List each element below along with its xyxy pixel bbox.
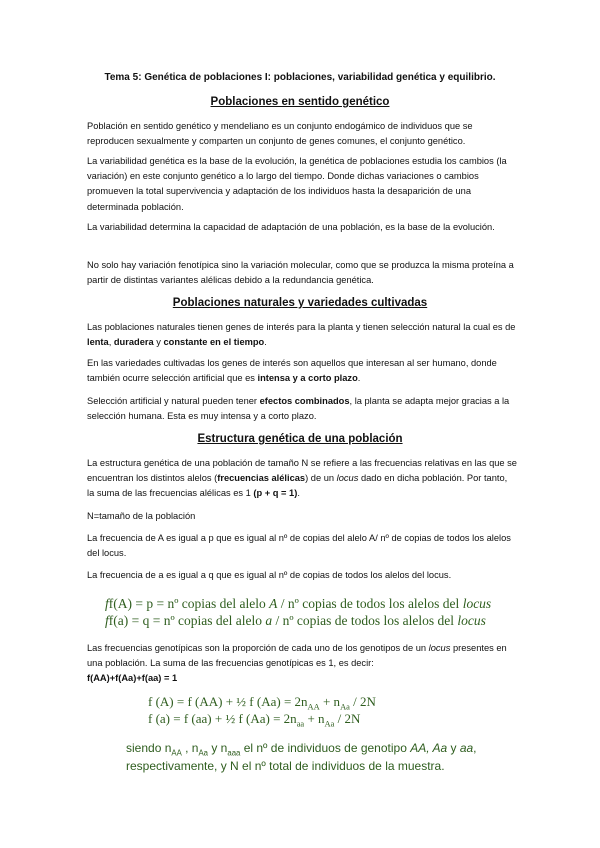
text-span: presentes en una población. La suma de las frecuencias genotípicas es 1, es decir: xyxy=(87,643,507,669)
paragraph-variedades-cultivadas xyxy=(87,356,517,386)
bold-intensa: intensa y a corto plazo xyxy=(257,373,358,384)
text-span: ) de un xyxy=(305,473,337,484)
text-span: La estructura genética de una población de tamaño N se refiere a las frecuencias relativas en las que se encuentran los distintos alelos ( xyxy=(87,458,517,484)
formula-frecuencia-a xyxy=(105,612,486,629)
paragraph-capacidad-adaptacion: La variabilidad determina la capacidad de adaptación de una población, es la base de la evolución. xyxy=(87,222,495,232)
text-span: . xyxy=(357,373,361,384)
text-span: / nº copias de todos los alelos del xyxy=(277,596,463,611)
italic-locus: locus xyxy=(457,613,486,628)
paragraph-suma-genotipicas: f(AA)+f(Aa)+f(aa) = 1 xyxy=(87,673,178,683)
text-span: , n xyxy=(181,741,199,755)
bold-duradera: duradera xyxy=(113,337,154,348)
text-span: y n xyxy=(208,741,228,755)
text-span: dado en dicha población. Por tanto, la suma de las frecuencias alélicas es 1 xyxy=(87,473,508,499)
paragraph-frecuencia-A: La frecuencia de A es igual a p que es igual al nº de copias del alelo A/ nº de copias de todos los alelos del locus. xyxy=(87,533,511,559)
bold-lenta: lenta xyxy=(87,337,109,348)
paragraph-efectos-combinados xyxy=(87,394,517,424)
subscript: AA xyxy=(307,701,320,712)
text-span: f (a) = f (aa) + ½ f (Aa) = 2n xyxy=(148,711,297,726)
text-span: . xyxy=(297,488,300,499)
text-span: + n xyxy=(319,694,341,709)
note-genotypes-line2: respectivamente, y N el nº total de individuos de la muestra. xyxy=(126,759,445,773)
heading-poblaciones-naturales: Poblaciones naturales y variedades cultivadas xyxy=(172,297,428,309)
text-span: , xyxy=(108,337,114,348)
text-span: f (A) = f (AA) + ½ f (Aa) = 2n xyxy=(148,694,308,709)
subscript: aa xyxy=(296,718,305,729)
text-span: / 2N xyxy=(334,711,361,726)
formula-genotipica-a xyxy=(148,711,360,732)
subscript: Aa xyxy=(324,718,335,729)
text-span: Las poblaciones naturales tienen genes de interés para la planta y tienen selección natural la cual es de xyxy=(87,322,516,332)
heading-estructura-genetica: Estructura genética de una población xyxy=(197,433,403,445)
text-span: f(A) = p = nº copias del alelo xyxy=(108,596,270,611)
italic-genotype-aa: aa xyxy=(459,741,474,755)
italic-f: f xyxy=(105,596,109,611)
italic-allele: a xyxy=(265,613,273,628)
paragraph-definicion-poblacion: Población en sentido genético y mendeliano es un conjunto endogámico de individuos que se reproducen sexualmente y comparten un conjunto de genes comunes, el conjunto genético. xyxy=(87,121,473,147)
paragraph-estructura-genetica xyxy=(87,456,517,502)
bold-efectos-combinados: efectos combinados xyxy=(259,396,350,406)
text-span: , la planta se adapta mejor gracias a la selección humana. Esta es muy intensa y a corto plazo. xyxy=(87,396,510,422)
document-title: Tema 5: Genética de poblaciones I: poblaciones, variabilidad genética y equilibrio. xyxy=(104,72,496,83)
italic-locus: locus xyxy=(428,643,451,653)
bold-frecuencias-alelicas: frecuencias alélicas xyxy=(217,473,306,484)
text-span: el nº de individuos de genotipo xyxy=(240,741,411,755)
formula-frecuencia-A xyxy=(105,595,491,612)
subscript: AA xyxy=(171,748,182,758)
heading-poblaciones-sentido-genetico: Poblaciones en sentido genético xyxy=(210,96,390,108)
text-span: , xyxy=(473,741,477,755)
text-span: . xyxy=(264,337,267,348)
bold-constante: constante en el tiempo xyxy=(163,337,265,348)
paragraph-variabilidad-genetica: La variabilidad genética es la base de la evolución, la genética de poblaciones estudia los cambios (la variación) en este conjunto genético a lo largo del tiempo. Donde dichas variaciones o cambios promueven la total supervivencia y adaptación de los individuos hasta la desaparición de una determinada población. xyxy=(87,156,507,212)
subscript: aaa xyxy=(227,748,241,758)
text-span: siendo n xyxy=(126,741,172,755)
text-span: Selección artificial y natural pueden tener xyxy=(87,396,260,406)
paragraph-frecuencia-a: La frecuencia de a es igual a q que es igual al nº de copias de todos los alelos del locus. xyxy=(87,570,452,580)
text-span: Las frecuencias genotípicas son la proporción de cada uno de los genotipos de un xyxy=(87,643,429,653)
text-span: / nº copias de todos los alelos del xyxy=(272,613,458,628)
text-span: y xyxy=(447,741,460,755)
italic-locus: locus xyxy=(336,473,359,484)
subscript: Aa xyxy=(198,748,209,758)
paragraph-variacion-molecular: No solo hay variación fenotípica sino la variación molecular, como que se produzca la misma proteína a partir de distintas variantes alélicas debido a la redundancia genética. xyxy=(87,260,514,286)
italic-genotypes: AA, Aa xyxy=(410,741,448,755)
italic-locus: locus xyxy=(462,596,492,611)
text-span: y xyxy=(153,337,164,348)
subscript: Aa xyxy=(340,701,350,712)
paragraph-n-tamano: N=tamaño de la población xyxy=(87,511,196,521)
paragraph-frecuencias-genotipicas xyxy=(87,641,517,671)
paragraph-poblaciones-naturales xyxy=(87,320,517,350)
text-span: En las variedades cultivadas los genes de interés son aquellos que interesan al ser humano, donde también ocurre selección artificial que es xyxy=(87,358,497,384)
text-span: + n xyxy=(304,711,325,726)
text-span: / 2N xyxy=(349,694,376,709)
italic-allele: A xyxy=(269,596,278,611)
bold-suma-p-q: (p + q = 1) xyxy=(253,488,298,499)
text-span: f(a) = q = nº copias del alelo xyxy=(108,613,266,628)
italic-f: f xyxy=(105,613,109,628)
